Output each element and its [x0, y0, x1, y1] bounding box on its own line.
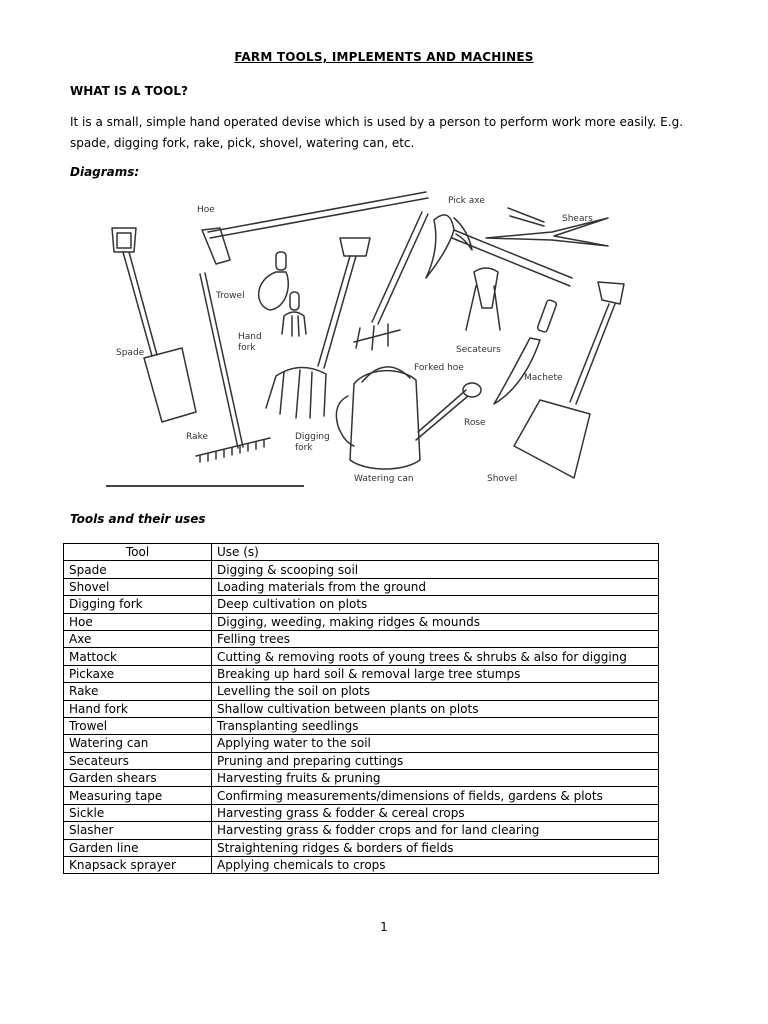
tools-diagram — [104, 190, 632, 490]
table-row — [64, 683, 659, 700]
tool-cell: Measuring tape — [64, 787, 212, 804]
table-row — [64, 613, 659, 630]
header-uses: Use (s) — [212, 544, 659, 561]
label-trowel: Trowel — [216, 291, 245, 301]
use-cell: Levelling the soil on plots — [212, 683, 659, 700]
label-digging: Digging — [295, 432, 330, 442]
table-row — [64, 770, 659, 787]
label-hoe: Hoe — [197, 205, 215, 215]
machete-drawing — [494, 299, 557, 404]
tool-cell: Spade — [64, 561, 212, 578]
label-digging-fork: fork — [295, 443, 313, 453]
secateurs-drawing — [466, 268, 500, 330]
use-cell: Breaking up hard soil & removal large tree stumps — [212, 665, 659, 682]
intro-line-1: It is a small, simple hand operated devise which is used by a person to perform work more easily. E.g. — [70, 115, 684, 129]
digging-fork-drawing — [266, 238, 370, 418]
intro-paragraph — [70, 112, 710, 154]
table-row — [64, 735, 659, 752]
spade-drawing — [112, 228, 196, 422]
use-cell: Transplanting seedlings — [212, 717, 659, 734]
watering-can-drawing — [336, 367, 481, 469]
table-header-row — [64, 544, 659, 561]
label-machete: Machete — [524, 373, 563, 383]
tool-cell: Secateurs — [64, 752, 212, 769]
table-row — [64, 787, 659, 804]
table-row — [64, 700, 659, 717]
tools-uses-table — [63, 543, 659, 874]
table-row — [64, 839, 659, 856]
tools-illustration — [104, 190, 632, 490]
tool-cell: Mattock — [64, 648, 212, 665]
tool-cell: Knapsack sprayer — [64, 857, 212, 874]
table-row — [64, 804, 659, 821]
tool-cell: Garden line — [64, 839, 212, 856]
use-cell: Harvesting fruits & pruning — [212, 770, 659, 787]
label-rose: Rose — [464, 418, 486, 428]
table-body — [64, 561, 659, 874]
forked-hoe-drawing — [354, 212, 428, 350]
tool-cell: Rake — [64, 683, 212, 700]
table-row — [64, 822, 659, 839]
tool-cell: Hoe — [64, 613, 212, 630]
label-secateurs: Secateurs — [456, 345, 501, 355]
what-is-a-tool-heading: WHAT IS A TOOL? — [70, 84, 188, 98]
label-watering-can: Watering can — [354, 474, 414, 484]
label-hand-fork: fork — [238, 343, 256, 353]
use-cell: Harvesting grass & fodder crops and for land clearing — [212, 822, 659, 839]
use-cell: Shallow cultivation between plants on plots — [212, 700, 659, 717]
label-shovel: Shovel — [487, 474, 518, 484]
table-row — [64, 648, 659, 665]
table-row — [64, 857, 659, 874]
use-cell: Harvesting grass & fodder & cereal crops — [212, 804, 659, 821]
use-cell: Confirming measurements/dimensions of fields, gardens & plots — [212, 787, 659, 804]
pick-axe-drawing — [426, 215, 572, 286]
label-shears: Shears — [562, 214, 593, 224]
table-row — [64, 596, 659, 613]
tool-cell: Shovel — [64, 578, 212, 595]
tool-cell: Watering can — [64, 735, 212, 752]
use-cell: Digging & scooping soil — [212, 561, 659, 578]
tool-cell: Digging fork — [64, 596, 212, 613]
use-cell: Deep cultivation on plots — [212, 596, 659, 613]
tool-cell: Trowel — [64, 717, 212, 734]
label-rake: Rake — [186, 432, 208, 442]
table-row — [64, 561, 659, 578]
tool-cell: Hand fork — [64, 700, 212, 717]
table-row — [64, 630, 659, 647]
label-forked-hoe: Forked hoe — [414, 363, 464, 373]
use-cell: Applying water to the soil — [212, 735, 659, 752]
header-tool: Tool — [64, 544, 212, 561]
intro-line-2: spade, digging fork, rake, pick, shovel, watering can, etc. — [70, 136, 415, 150]
use-cell: Pruning and preparing cuttings — [212, 752, 659, 769]
table-row — [64, 717, 659, 734]
tool-cell: Pickaxe — [64, 665, 212, 682]
trowel-drawing — [259, 252, 289, 310]
label-spade: Spade — [116, 348, 145, 358]
use-cell: Loading materials from the ground — [212, 578, 659, 595]
use-cell: Digging, weeding, making ridges & mounds — [212, 613, 659, 630]
page-title: FARM TOOLS, IMPLEMENTS AND MACHINES — [234, 50, 534, 64]
use-cell: Applying chemicals to crops — [212, 857, 659, 874]
table-row — [64, 665, 659, 682]
hoe-drawing — [202, 192, 428, 264]
label-pick-axe: Pick axe — [448, 196, 485, 206]
use-cell: Straightening ridges & borders of fields — [212, 839, 659, 856]
page-number: 1 — [380, 920, 388, 934]
label-hand: Hand — [238, 332, 262, 342]
tool-cell: Sickle — [64, 804, 212, 821]
use-cell: Cutting & removing roots of young trees & shrubs & also for digging — [212, 648, 659, 665]
use-cell: Felling trees — [212, 630, 659, 647]
table-row — [64, 578, 659, 595]
table-row — [64, 752, 659, 769]
tool-cell: Garden shears — [64, 770, 212, 787]
tool-cell: Slasher — [64, 822, 212, 839]
diagrams-label: Diagrams: — [70, 165, 140, 179]
tools-uses-heading: Tools and their uses — [70, 512, 206, 526]
tool-cell: Axe — [64, 630, 212, 647]
